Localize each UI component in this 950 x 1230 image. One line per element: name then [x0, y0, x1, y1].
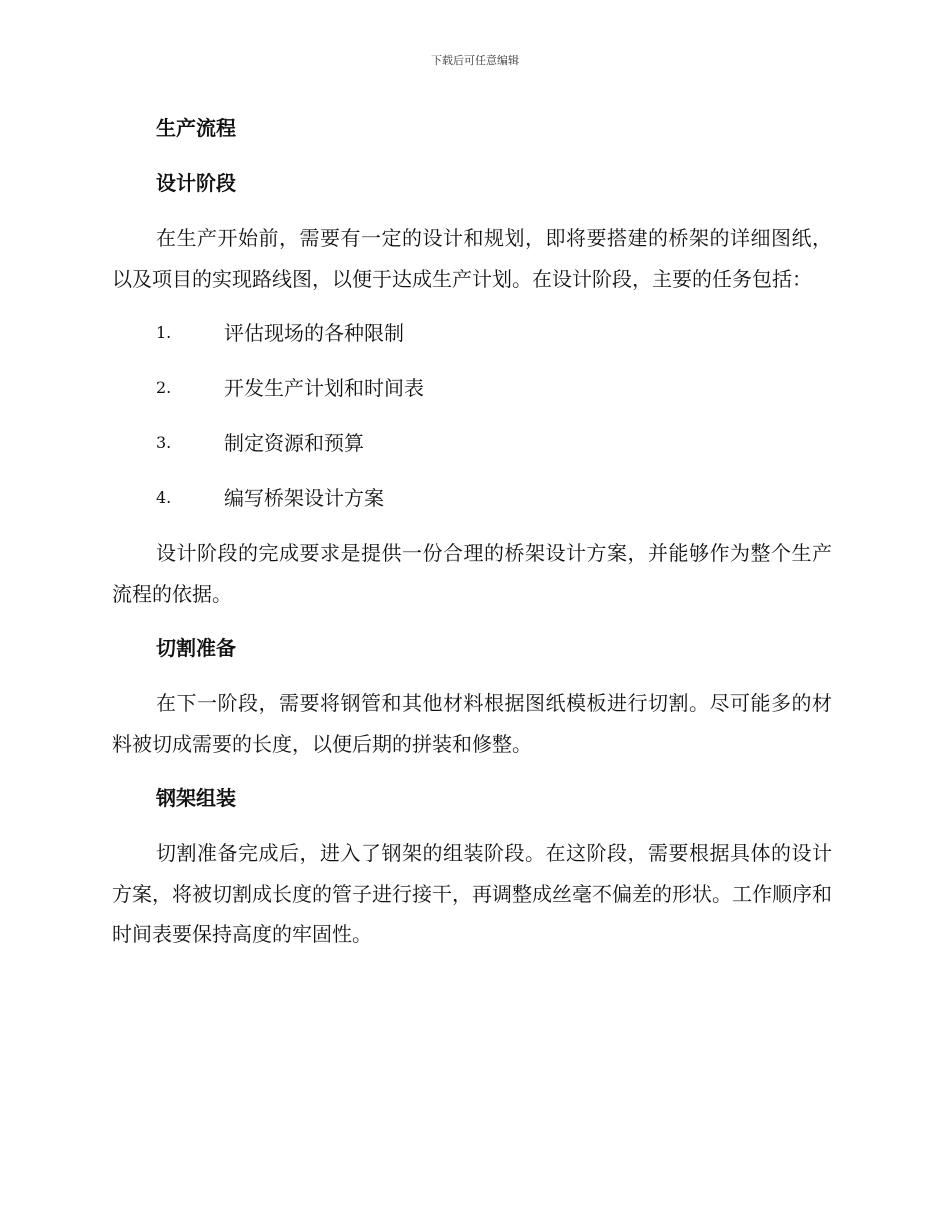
list-item-text: 编写桥架设计方案 — [224, 486, 384, 510]
cutting-paragraph: 在下一阶段，需要将钢管和其他材料根据图纸模板进行切割。尽可能多的材料被切成需要的长度，以便后期的拼装和修整。 — [112, 691, 832, 756]
design-intro-paragraph: 在生产开始前，需要有一定的设计和规划，即将要搭建的桥架的详细图纸，以及项目的实现路线图，以便于达成生产计划。在设计阶段，主要的任务包括： — [112, 226, 832, 291]
list-item — [112, 423, 832, 463]
section-heading-design: 设计阶段 — [156, 171, 236, 195]
design-conclusion-paragraph: 设计阶段的完成要求是提供一份合理的桥架设计方案，并能够作为整个生产流程的依据。 — [112, 541, 832, 606]
list-item-number: 2. — [156, 378, 172, 397]
list-item — [112, 368, 832, 408]
list-item — [112, 313, 832, 353]
section-title-production-process: 生产流程 — [156, 116, 236, 140]
list-item-number: 4. — [156, 488, 172, 507]
list-item-number: 1. — [156, 323, 172, 342]
list-item — [112, 478, 832, 518]
list-item-number: 3. — [156, 433, 172, 452]
list-item-text: 制定资源和预算 — [224, 431, 364, 455]
section-heading-assembly: 钢架组装 — [156, 786, 236, 810]
list-item-text: 开发生产计划和时间表 — [224, 376, 424, 400]
section-heading-cutting: 切割准备 — [156, 636, 236, 660]
assembly-paragraph: 切割准备完成后，进入了钢架的组装阶段。在这阶段，需要根据具体的设计方案，将被切割成长度的管子进行接干，再调整成丝毫不偏差的形状。工作顺序和时间表要保持高度的牢固性。 — [112, 841, 832, 946]
document-body — [112, 108, 832, 969]
design-task-list — [112, 313, 832, 518]
list-item-text: 评估现场的各种限制 — [224, 321, 404, 345]
page-header: 下载后可任意编辑 — [431, 54, 519, 67]
